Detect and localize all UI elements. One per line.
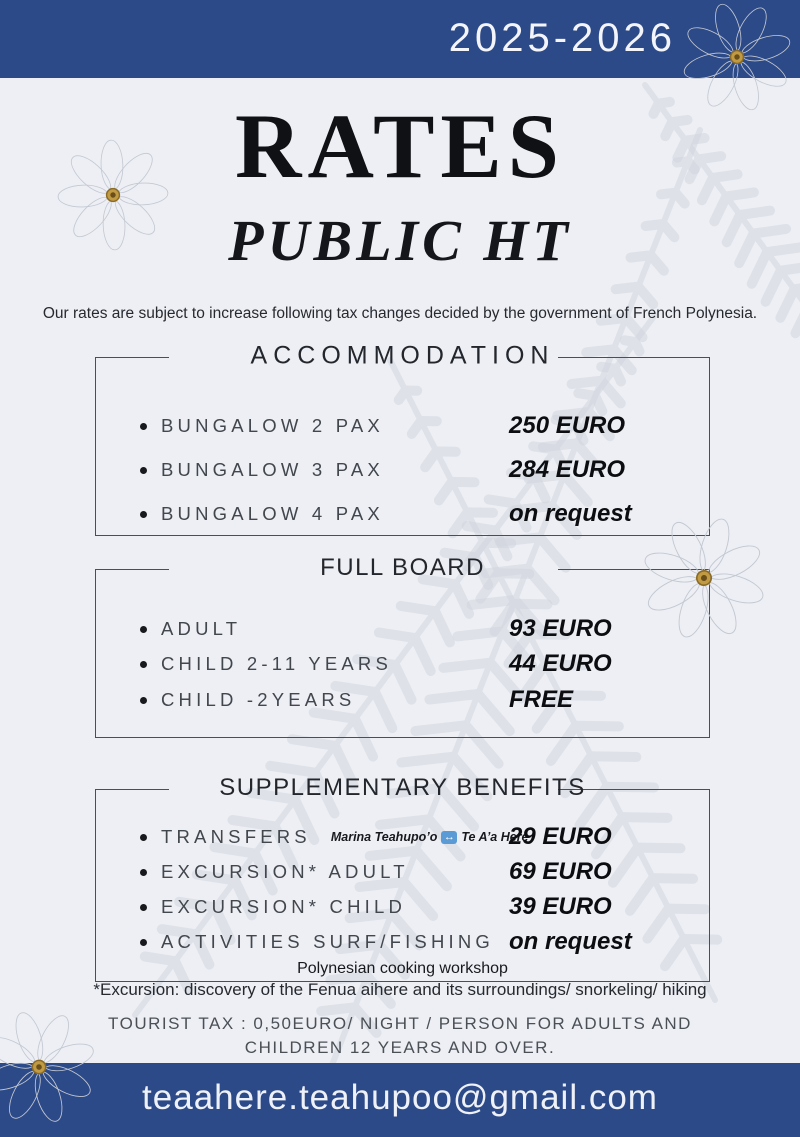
section-title: SUPPLEMENTARY BENEFITS (219, 773, 586, 801)
excursion-footnote: *Excursion: discovery of the Fenua aihere and its surroundings/ snorkeling/ hiking (93, 980, 707, 999)
section-title: FULL BOARD (320, 553, 485, 581)
tourist-tax-footnote (0, 1012, 800, 1060)
rate-label: BUNGALOW 3 PAX (161, 459, 384, 480)
rate-row (140, 929, 701, 955)
bullet-icon (140, 904, 147, 911)
page-title: RATES (235, 95, 565, 197)
rate-row (140, 859, 701, 885)
rate-row (140, 616, 701, 642)
rate-label: CHILD -2YEARS (161, 689, 356, 710)
rate-value: FREE (509, 686, 574, 713)
section-supplementary-benefits (95, 773, 710, 982)
rate-row (140, 651, 701, 677)
left-right-arrow-icon: ↔ (441, 831, 457, 844)
section-title: ACCOMMODATION (250, 341, 555, 370)
bottom-banner (0, 1063, 800, 1137)
rate-value: 250 EURO (509, 412, 626, 439)
rate-label: CHILD 2-11 YEARS (161, 653, 393, 674)
section-full-board (95, 553, 710, 738)
rate-label: EXCURSION* ADULT (161, 861, 409, 882)
rate-value: 29 EURO (509, 823, 612, 850)
rate-label: ACTIVITIES SURF/FISHING (161, 931, 495, 952)
rate-row (140, 894, 701, 920)
rate-row (140, 457, 701, 483)
rate-label: TRANSFERS (161, 826, 311, 847)
bullet-icon (140, 511, 147, 518)
cooking-workshop-note: Polynesian cooking workshop (297, 960, 508, 977)
transfer-route-from: Marina Teahupo’o (330, 830, 438, 844)
tourist-tax-line2: CHILDREN 12 YEARS AND OVER. (244, 1038, 556, 1057)
rate-value: 39 EURO (509, 893, 612, 920)
rate-value: 284 EURO (509, 456, 626, 483)
bullet-icon (140, 869, 147, 876)
rate-value: 44 EURO (509, 650, 612, 677)
rate-label: BUNGALOW 2 PAX (161, 415, 384, 436)
rate-value: on request (509, 500, 632, 527)
contact-email[interactable]: teaahere.teahupoo@gmail.com (142, 1078, 658, 1117)
tiare-flower-icon (632, 506, 777, 651)
rate-row (140, 501, 701, 527)
bullet-icon (140, 834, 147, 841)
bullet-icon (140, 626, 147, 633)
rate-label: BUNGALOW 4 PAX (161, 503, 384, 524)
rate-label: ADULT (161, 618, 242, 639)
bullet-icon (140, 697, 147, 704)
rate-row (140, 413, 701, 439)
bullet-icon (140, 661, 147, 668)
tourist-tax-line1: TOURIST TAX : 0,50EURO/ NIGHT / PERSON FOR ADULTS AND (108, 1014, 692, 1033)
transfer-route-to: Te A’a Here (461, 830, 529, 844)
section-accommodation (95, 341, 710, 536)
transfer-route-note (331, 830, 529, 844)
bullet-icon (140, 423, 147, 430)
rate-row (140, 824, 701, 850)
season-period: 2025-2026 (448, 16, 676, 60)
tax-notice: Our rates are subject to increase following tax changes decided by the government of French Polynesia. (42, 305, 758, 322)
rate-label: EXCURSION* CHILD (161, 896, 407, 917)
page-subtitle: PUBLIC HT (228, 208, 572, 273)
rate-value: 93 EURO (509, 615, 612, 642)
bullet-icon (140, 939, 147, 946)
tiare-flower-icon (45, 127, 180, 262)
rate-row (140, 687, 701, 713)
bullet-icon (140, 467, 147, 474)
rate-value: on request (509, 928, 632, 955)
rate-value: 69 EURO (509, 858, 612, 885)
